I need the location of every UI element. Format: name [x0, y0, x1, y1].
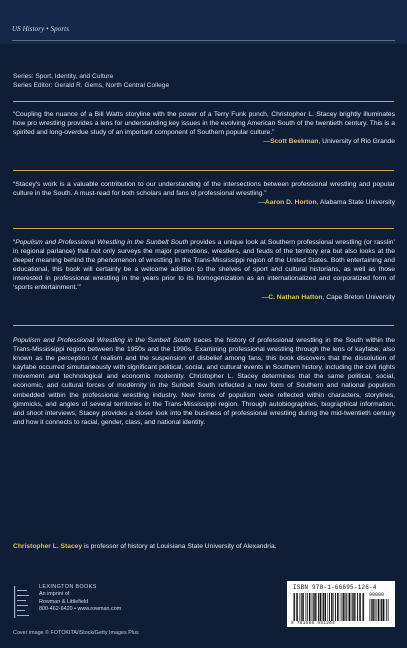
barcode-bar	[305, 593, 306, 621]
category-label: US History • Sports	[12, 25, 70, 33]
barcode-bar	[363, 593, 364, 621]
barcode-bar	[335, 593, 336, 621]
barcode-bar	[307, 593, 308, 621]
author-bio-text: is professor of history at Louisiana State University of Alexandria.	[82, 543, 277, 550]
price-barcode-bars-icon	[369, 599, 389, 621]
quote-body: provides a unique look at Southern professional wrestling (or rasslin’ in regional parlance) that not only surveys the major promotions, wrestlers, and feuds of the territory era but also looks at the deeper meaning behind the phenomenon of wrestling in the Trans-Mississippi region of the United States. Both entertaining and educational, this book will certainly be a welcome addition to the shelves of sport and cultural historians, as well as those interested in professional wrestling in the years prior to its homogenization as an internationalized and corporatized form of ‘sports entertainment.’”	[13, 239, 396, 292]
barcode-bar	[345, 593, 346, 621]
barcode-bar	[349, 593, 351, 621]
barcode-bar	[355, 593, 356, 621]
isbn-barcode	[287, 581, 395, 627]
endorsement-quote	[13, 238, 395, 302]
header-divider	[12, 40, 395, 41]
barcode-bar	[329, 593, 330, 621]
barcode-bar	[327, 593, 328, 621]
barcode-bar	[309, 593, 311, 621]
cover-image-credit: Cover image © FOTOKITA/iStock/Getty Images Plus	[13, 630, 139, 636]
barcode-bar	[318, 593, 319, 621]
barcode-bar	[371, 599, 372, 621]
endorser-affiliation: , Cape Breton University	[322, 293, 395, 301]
endorser-name: Aaron D. Horton	[264, 199, 317, 207]
series-info	[13, 72, 169, 90]
endorser-affiliation: , University of Rio Grande	[318, 138, 395, 146]
barcode-bar	[380, 599, 381, 621]
barcode-bar	[389, 599, 390, 621]
barcode-bar	[372, 599, 374, 621]
barcode-bar	[352, 593, 353, 621]
barcode-digits: 9 781666 951264	[291, 621, 336, 626]
barcode-bar	[386, 599, 387, 621]
quote-attribution	[13, 198, 395, 207]
quote-attribution	[13, 137, 395, 146]
barcode-bar	[374, 599, 375, 621]
series-editor: Series Editor: Gerald R. Gems, North Central College	[13, 82, 170, 89]
publisher-name: LEXINGTON BOOKS	[39, 584, 97, 590]
publisher-imprint-of: An imprint of	[39, 591, 70, 598]
publisher-contact: 800-462-6420 • www.rowman.com	[39, 606, 122, 613]
barcode-bar	[383, 599, 385, 621]
author-bio	[13, 543, 277, 550]
publisher-block	[13, 584, 163, 626]
barcode-bar	[331, 593, 333, 621]
divider-rule	[13, 325, 394, 326]
quote-open-mark: “	[13, 239, 16, 246]
barcode-bar	[343, 593, 345, 621]
quote-text: “Coupling the nuance of a Bill Watts storyline with the power of a Terry Funk punch, Christopher L. Stacey brightly illuminates how pro wrestling provides a lens for understanding key issues in the evolving American South of the twentieth century. This is a spirited and long-overdue study of an important component of Southern popular culture.”	[13, 111, 395, 137]
barcode-bar	[325, 593, 327, 621]
quote-attribution	[13, 293, 395, 302]
barcode-bar	[351, 593, 352, 621]
barcode-bar	[299, 593, 300, 621]
barcode-bar	[381, 599, 382, 621]
barcode-bar	[357, 593, 358, 621]
quote-book-title: Populism and Professional Wrestling in the Sunbelt South	[15, 239, 189, 246]
barcode-bar	[302, 593, 304, 621]
barcode-bar	[337, 593, 339, 621]
barcode-bar	[323, 593, 324, 621]
attribution-dash: —	[258, 199, 265, 207]
isbn-number: ISBN 978-1-66695-126-4	[293, 584, 377, 591]
series-title: Series: Sport, Identity, and Culture	[13, 73, 114, 80]
header-bar	[0, 0, 407, 44]
barcode-bar	[378, 599, 380, 621]
barcode-bars-icon	[293, 593, 365, 621]
barcode-bar	[353, 593, 355, 621]
barcode-bar	[359, 593, 361, 621]
barcode-bar	[346, 593, 347, 621]
barcode-bar	[320, 593, 322, 621]
barcode-bar	[316, 593, 317, 621]
endorser-name: C. Nathan Hatton	[268, 293, 323, 301]
barcode-bar	[314, 593, 316, 621]
author-name: Christopher L. Stacey	[13, 543, 83, 550]
price-code: 90000	[369, 592, 385, 598]
lexington-logo-icon	[13, 585, 31, 619]
barcode-bar	[301, 593, 302, 621]
description-body: traces the history of professional wrestling in the South within the Trans-Mississippi region between the 1950s and the 1990s. Examining professional wrestling through the lens of kayfabe, also known as the perception of realism and the suspension of disbelief among fans, this book discovers that the dissolution of kayfabe occurred simultaneously with significant political, social, and cultural events in Southern history, including the civil rights movement and technological and economic modernity. Christopher L. Stacey determines that the same political, social, economic, and cultural forces of modernity in the Sunbelt South reflected a new form of Southern and national populism embedded within the professional wrestling industry. New forms of populism were reflected within characters, storylines, gimmicks, and angles of several territories in the Trans-Mississippi region. Through autobiographies, biographical information, and shoot interviews, Stacey provides a closer look into the business of professional wrestling during the mid-twentieth century and how it connects to racial, gender, class, and national identity.	[13, 337, 395, 426]
endorser-affiliation: , Alabama State University	[316, 199, 395, 207]
barcode-bar	[333, 593, 334, 621]
barcode-bar	[362, 593, 363, 621]
divider-rule	[13, 228, 394, 229]
quote-text	[13, 238, 395, 293]
attribution-dash: —	[261, 293, 269, 301]
barcode-bar	[313, 593, 314, 621]
barcode-bar	[340, 593, 341, 621]
barcode-bar	[296, 593, 298, 621]
barcode-bar	[376, 599, 377, 621]
description-book-title: Populism and Professional Wrestling in the Sunbelt South	[13, 337, 191, 344]
endorsement-quote	[13, 180, 395, 207]
divider-rule	[13, 101, 394, 102]
endorsement-quote	[13, 110, 395, 146]
attribution-dash: —	[263, 138, 271, 146]
divider-rule	[13, 170, 394, 171]
barcode-bar	[342, 593, 343, 621]
endorser-name: Scott Beekman	[270, 138, 319, 146]
barcode-bar	[312, 593, 313, 621]
publisher-info	[39, 584, 121, 614]
publisher-parent: Rowman & Littlefield	[39, 598, 89, 605]
quote-text: “Stacey’s work is a valuable contribution to our understanding of the intersections between professional wrestling and popular culture in the South. A must-read for both scholars and fans of professional wrestling.”	[13, 181, 395, 198]
barcode-bar	[385, 599, 386, 621]
barcode-bar	[294, 593, 295, 621]
barcode-bar	[293, 593, 294, 621]
barcode-bar	[369, 599, 370, 621]
book-description	[13, 336, 395, 427]
barcode-bar	[322, 593, 323, 621]
